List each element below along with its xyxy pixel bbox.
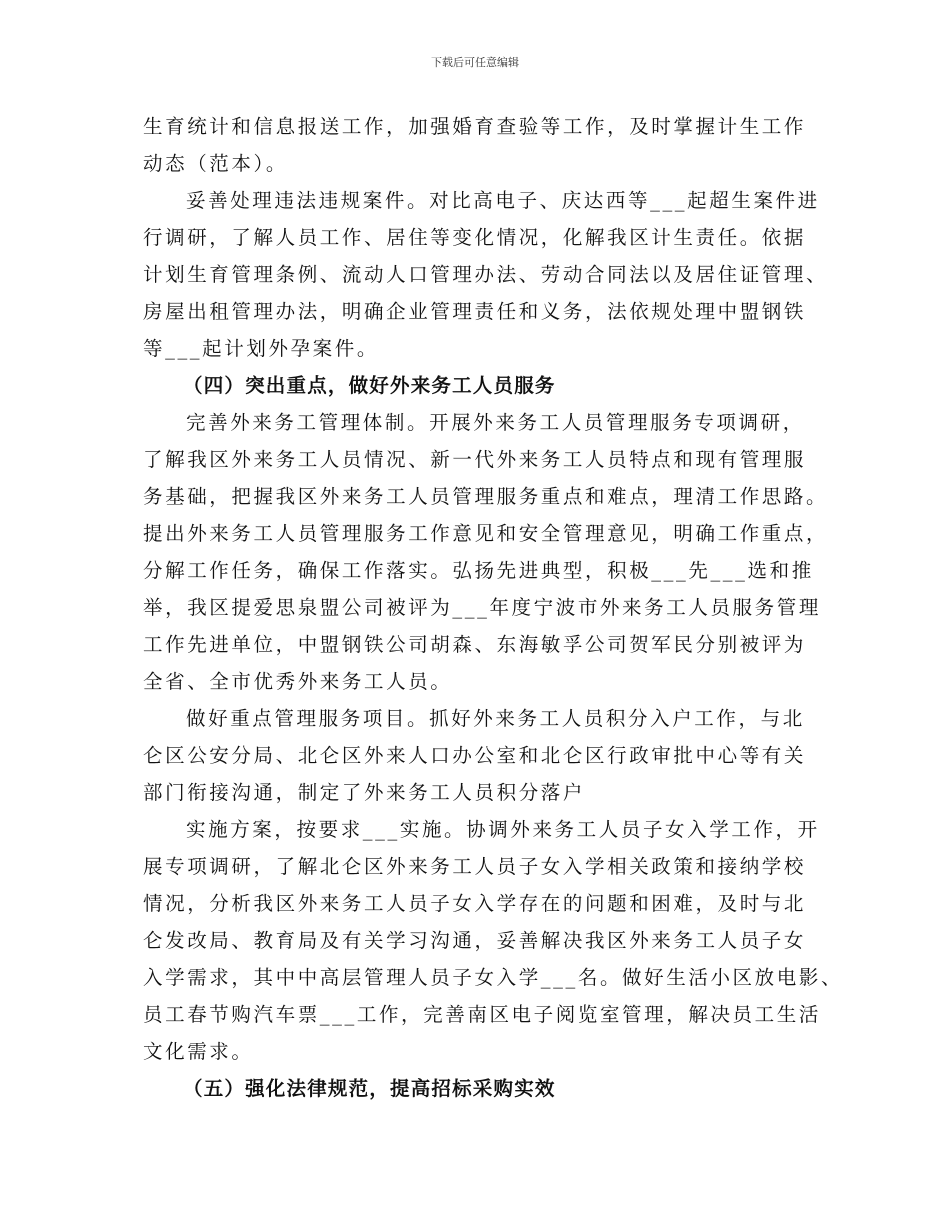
section-heading-4: （四）突出重点，做好外来务工人员服务 xyxy=(183,374,556,397)
paragraph-line: 全省、全市优秀外来务工人员。 xyxy=(143,670,453,693)
paragraph-line: 提出外来务工人员管理服务工作意见和安全管理意见，明确工作重点， xyxy=(143,522,829,545)
paragraph-line: 房屋出租管理办法，明确企业管理责任和义务，法依规处理中盟钢铁 xyxy=(143,300,807,323)
paragraph-line: 部门衔接沟通，制定了外来务工人员积分落户 xyxy=(143,781,586,804)
paragraph-line: 生育统计和信息报送工作，加强婚育查验等工作，及时掌握计生工作 xyxy=(143,115,807,138)
paragraph-line: 了解我区外来务工人员情况、新一代外来务工人员特点和现有管理服 xyxy=(143,448,807,471)
paragraph-line: 做好重点管理服务项目。抓好外来务工人员积分入户工作，与北 xyxy=(186,707,805,730)
paragraph-line: 实施方案，按要求___实施。协调外来务工人员子女入学工作，开 xyxy=(186,818,820,841)
paragraph-line: 动态（范本）。 xyxy=(143,152,288,175)
document-body xyxy=(143,108,844,1107)
paragraph-line: 情况，分析我区外来务工人员子女入学存在的问题和困难，及时与北 xyxy=(143,892,807,915)
paragraph-line: 等___起计划外孕案件。 xyxy=(143,337,379,360)
paragraph-line: 妥善处理违法违规案件。对比高电子、庆达西等___起超生案件进 xyxy=(186,189,820,212)
paragraph-line: 完善外来务工管理体制。开展外来务工人员管理服务专项调研， xyxy=(186,411,805,434)
page-header: 下载后可任意编辑 xyxy=(431,56,519,69)
paragraph-line: 举，我区提爱思泉盟公司被评为___年度宁波市外来务工人员服务管理 xyxy=(143,596,821,619)
paragraph-line: 仑发改局、教育局及有关学习沟通，妥善解决我区外来务工人员子女 xyxy=(143,929,807,952)
paragraph-line: 工作先进单位，中盟钢铁公司胡森、东海敏孚公司贺军民分别被评为 xyxy=(143,633,807,656)
paragraph-line: 仑区公安分局、北仑区外来人口办公室和北仑区行政审批中心等有关 xyxy=(143,744,807,767)
paragraph-line: 计划生育管理条例、流动人口管理办法、劳动合同法以及居住证管理、 xyxy=(143,263,829,286)
paragraph-line: 分解工作任务，确保工作落实。弘扬先进典型，积极___先___选和推 xyxy=(143,559,814,582)
paragraph-line: 务基础，把握我区外来务工人员管理服务重点和难点，理清工作思路。 xyxy=(143,485,829,508)
paragraph-line: 展专项调研，了解北仑区外来务工人员子女入学相关政策和接纳学校 xyxy=(143,855,807,878)
section-heading-5: （五）强化法律规范，提高招标采购实效 xyxy=(183,1077,556,1100)
paragraph-line: 员工春节购汽车票___工作，完善南区电子阅览室管理，解决员工生活 xyxy=(143,1003,821,1026)
paragraph-line: 文化需求。 xyxy=(143,1040,254,1063)
paragraph-line: 入学需求，其中中高层管理人员子女入学___名。做好生活小区放电影、 xyxy=(143,966,844,989)
paragraph-line: 行调研，了解人员工作、居住等变化情况，化解我区计生责任。依据 xyxy=(143,226,807,249)
